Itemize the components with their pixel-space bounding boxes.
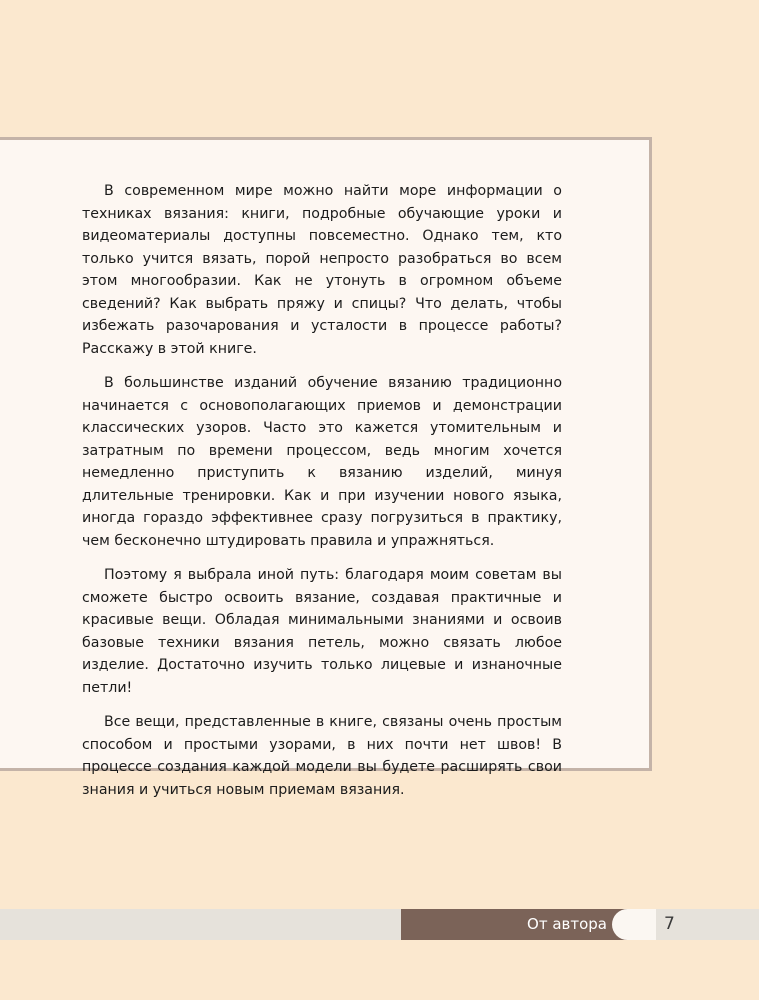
section-title: От автора	[401, 909, 629, 940]
page-number: 7	[664, 914, 675, 934]
text-panel	[0, 137, 652, 798]
intro-text	[82, 180, 562, 813]
paragraph: Поэтому я выбрала иной путь: благодаря моим советам вы сможете быстро освоить вязание, создавая практичные и красивые вещи. Обладая минимальными знаниями и освоив базовые техники вязания петель, можно связать любое изделие. Достаточно изучить только лицевые и изнаночные петли!	[82, 567, 562, 696]
paragraph: В большинстве изданий обучение вязанию традиционно начинается с основополагающих приемов и демонстрации классических узоров. Часто это кажется утомительным и затратным по времени процессом, ведь многим хочется немедленно приступить к вязанию изделий, минуя длительные тренировки. Как и при изучении нового языка, иногда гораздо эффективнее сразу погрузиться в практику, чем бесконечно штудировать правила и упражняться.	[82, 375, 562, 549]
tab-curl-decoration	[612, 909, 656, 940]
paragraph: В современном мире можно найти море информации о техниках вязания: книги, подробные обучающие уроки и видеоматериалы доступны повсеместно. Однако тем, кто только учится вязать, порой непросто разобраться во всем этом многообразии. Как не утонуть в огромном объеме сведений? Как выбрать пряжу и спицы? Что делать, чтобы избежать разочарования и усталости в процессе работы? Расскажу в этой книге.	[82, 183, 562, 357]
paragraph: Все вещи, представленные в книге, связаны очень простым способом и простыми узорами, в них почти нет швов! В процессе создания каждой модели вы будете расширять свои знания и учиться новым приемам вязания.	[82, 714, 562, 798]
